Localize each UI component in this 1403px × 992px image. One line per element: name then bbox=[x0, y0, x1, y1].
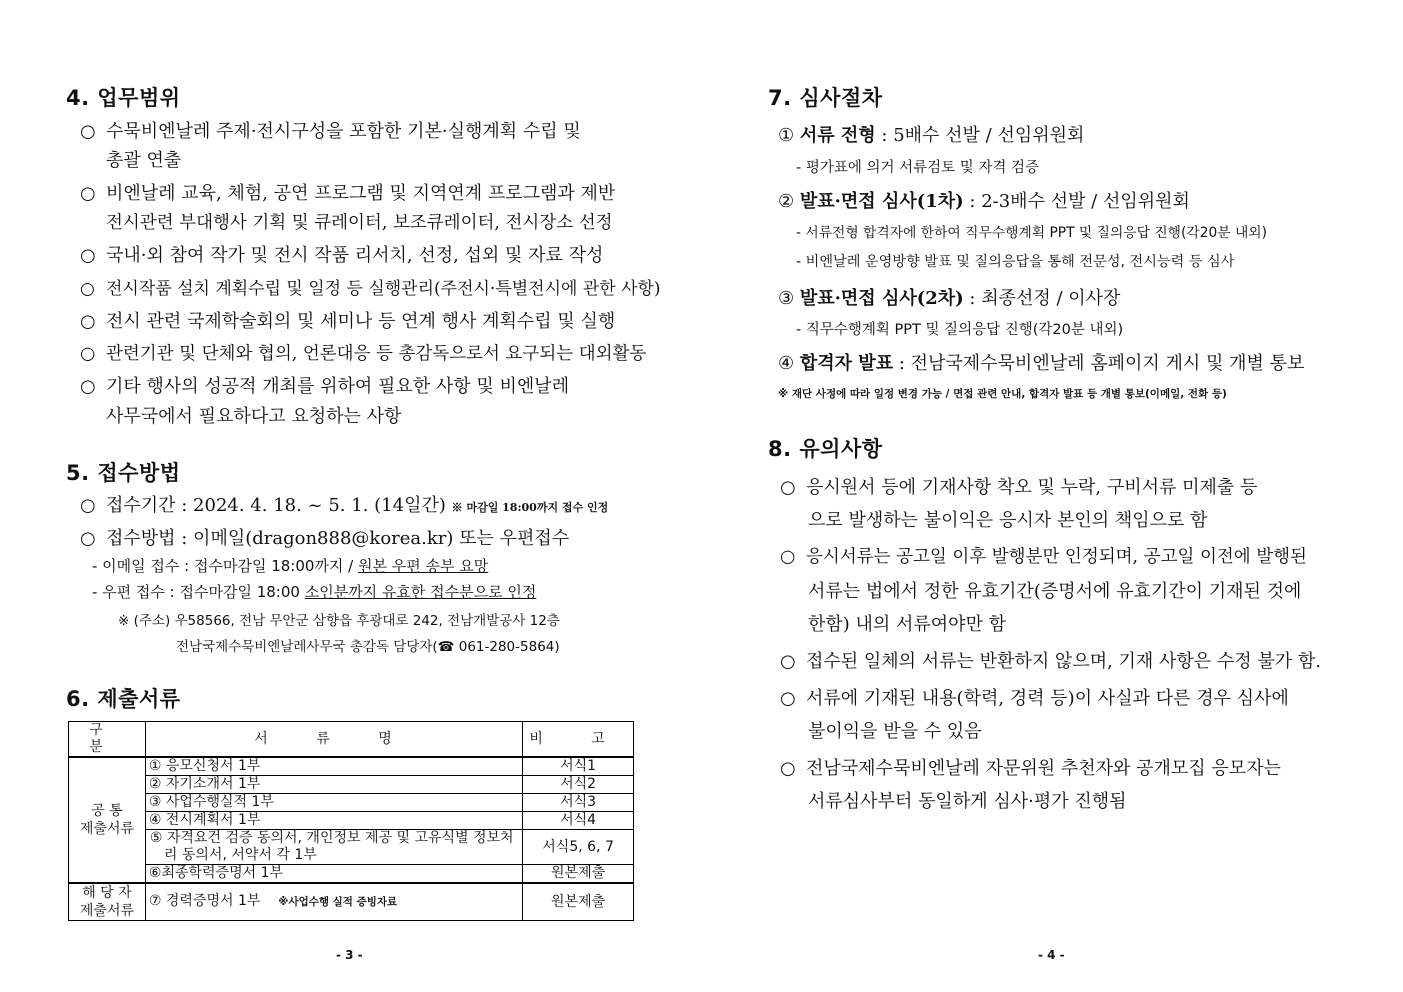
contact-line: 전남국제수묵비엔날레사무국 총감독 담당자(☎ 061-280-5864) bbox=[176, 639, 560, 655]
notice-item-4-cont: 불이익을 받을 수 있음 bbox=[808, 721, 982, 742]
table-row: ⑦ 경력증명서 1부 ※사업수행 실적 증빙자료 bbox=[145, 883, 522, 921]
step-2-sub-2: - 비엔날레 운영방향 발표 및 질의응답을 통해 전문성, 전시능력 등 심사 bbox=[796, 254, 1235, 270]
notice-item-5: ○ 전남국제수묵비엔날레 자문위원 추천자와 공개모집 응모자는 bbox=[780, 758, 1281, 779]
section-5-title: 5. 접수방법 bbox=[66, 461, 181, 485]
table-row: ⑥최종학력증명서 1부 bbox=[145, 865, 522, 884]
sec4-item-2-cont: 전시관련 부대행사 기획 및 큐레이터, 보조큐레이터, 전시장소 선정 bbox=[106, 213, 613, 233]
row-subnote: ※사업수행 실적 증빙자료 bbox=[278, 896, 398, 908]
sec4-item-2: ○ 비엔날레 교육, 체험, 공연 프로그램 및 지역연계 프로그램과 제반 bbox=[80, 183, 616, 204]
group-applicable: 해 당 자 제출서류 bbox=[69, 883, 146, 921]
table-note: 서식3 bbox=[523, 794, 634, 812]
table-row: ③ 사업수행실적 1부 bbox=[145, 794, 522, 812]
sec4-item-1: ○ 수묵비엔날레 주제·전시구성을 포함한 기본·실행계획 수립 및 bbox=[80, 121, 581, 142]
sec4-item-1-cont: 총괄 연출 bbox=[106, 150, 182, 171]
step-3: ③ 발표·면접 심사(2차) : 최종선정 / 이사장 bbox=[778, 288, 1121, 309]
page-number-3: - 3 - bbox=[336, 948, 363, 962]
step-1-sub: - 평가표에 의거 서류검토 및 자격 검증 bbox=[796, 160, 1039, 176]
notice-item-4: ○ 서류에 기재된 내용(학력, 경력 등)이 사실과 다른 경우 심사에 bbox=[780, 688, 1289, 709]
receipt-period: ○ 접수기간 : 2024. 4. 18. ~ 5. 1. (14일간) ※ 마감일 18:00까지 접수 인정 bbox=[80, 495, 609, 516]
table-note: 서식4 bbox=[523, 812, 634, 830]
group-common: 공 통 제출서류 bbox=[69, 757, 146, 883]
page-number-4: - 4 - bbox=[1038, 948, 1065, 962]
notice-item-2-cont-1: 서류는 법에서 정한 유효기간(증명서에 유효기간이 기재된 것에 bbox=[808, 581, 1302, 602]
table-row: ② 자기소개서 1부 bbox=[145, 776, 522, 794]
right-page bbox=[700, 0, 1403, 992]
section-7-title: 7. 심사절차 bbox=[768, 86, 883, 110]
notice-item-5-cont: 서류심사부터 동일하게 심사·평가 진행됨 bbox=[808, 791, 1127, 812]
step-1: ① 서류 전형 : 5배수 선발 / 선임위원회 bbox=[778, 125, 1085, 146]
step-4: ④ 합격자 발표 : 전남국제수묵비엔날레 홈페이지 게시 및 개별 통보 bbox=[778, 353, 1305, 374]
table-row: ① 응모신청서 1부 bbox=[145, 757, 522, 776]
col-header-document: 서 류 명 bbox=[145, 722, 522, 758]
email-receipt: - 이메일 접수 : 접수마감일 18:00까지 / 원본 우편 송부 요망 bbox=[92, 557, 489, 575]
step-2-sub-1: - 서류전형 합격자에 한하여 직무수행계획 PPT 및 질의응답 진행(각20분 내외) bbox=[796, 225, 1268, 241]
section-4-title: 4. 업무범위 bbox=[66, 86, 181, 110]
table-note: 서식1 bbox=[523, 757, 634, 776]
post-receipt: - 우편 접수 : 접수마감일 18:00 소인분까지 유효한 접수분으로 인정 bbox=[92, 583, 537, 601]
receipt-period-note: ※ 마감일 18:00까지 접수 인정 bbox=[451, 501, 609, 514]
sec4-item-4: ○ 전시작품 설치 계획수립 및 일정 등 실행관리(주전시·특별전시에 관한 사항) bbox=[80, 279, 661, 299]
table-note: 원본제출 bbox=[523, 865, 634, 884]
table-note: 서식5, 6, 7 bbox=[523, 830, 634, 865]
notice-item-1: ○ 응시원서 등에 기재사항 착오 및 누락, 구비서류 미제출 등 bbox=[780, 477, 1258, 498]
notice-item-2: ○ 응시서류는 공고일 이후 발행분만 인정되며, 공고일 이전에 발행된 bbox=[780, 547, 1307, 567]
receipt-method: ○ 접수방법 : 이메일(dragon888@korea.kr) 또는 우편접수 bbox=[80, 528, 570, 549]
step-3-sub: - 직무수행계획 PPT 및 질의응답 진행(각20분 내외) bbox=[796, 322, 1124, 338]
schedule-note: ※ 재단 사정에 따라 일정 변경 가능 / 면접 관련 안내, 합격자 발표 등 개별 통보(이메일, 전화 등) bbox=[778, 388, 1227, 400]
sec4-item-6: ○ 관련기관 및 단체와 협의, 언론대응 등 총감독으로서 요구되는 대외활동 bbox=[80, 344, 647, 364]
section-8-title: 8. 유의사항 bbox=[768, 437, 883, 461]
col-header-note: 비 고 bbox=[523, 722, 634, 758]
notice-item-3: ○ 접수된 일체의 서류는 반환하지 않으며, 기재 사항은 수정 불가 함. bbox=[780, 651, 1322, 672]
address-line: ※ (주소) 우58566, 전남 무안군 삼향읍 후광대로 242, 전남개발공사 12층 bbox=[118, 613, 560, 629]
table-row: ⑤ 자격요건 검증 동의서, 개인정보 제공 및 고유식별 정보처리 동의서, 서약서 각 1부 bbox=[145, 830, 522, 865]
submission-table bbox=[68, 721, 634, 921]
section-6-title: 6. 제출서류 bbox=[66, 687, 181, 711]
notice-item-1-cont: 으로 발생하는 불이익은 응시자 본인의 책임으로 함 bbox=[808, 510, 1208, 531]
sec4-item-3: ○ 국내·외 참여 작가 및 전시 작품 리서치, 선정, 섭외 및 자료 작성 bbox=[80, 245, 604, 266]
step-2: ② 발표·면접 심사(1차) : 2-3배수 선발 / 선임위원회 bbox=[778, 191, 1190, 212]
table-row: ④ 전시계획서 1부 bbox=[145, 812, 522, 830]
col-header-category: 구 분 bbox=[69, 722, 146, 758]
left-page bbox=[0, 0, 700, 992]
sec4-item-5: ○ 전시 관련 국제학술회의 및 세미나 등 연계 행사 계획수립 및 실행 bbox=[80, 311, 616, 332]
sec4-item-7: ○ 기타 행사의 성공적 개최를 위하여 필요한 사항 및 비엔날레 bbox=[80, 376, 570, 397]
table-note: 서식2 bbox=[523, 776, 634, 794]
table-note: 원본제출 bbox=[523, 883, 634, 921]
sec4-item-7-cont: 사무국에서 필요하다고 요청하는 사항 bbox=[106, 406, 402, 427]
notice-item-2-cont-2: 한함) 내의 서류여야만 함 bbox=[808, 614, 1007, 635]
